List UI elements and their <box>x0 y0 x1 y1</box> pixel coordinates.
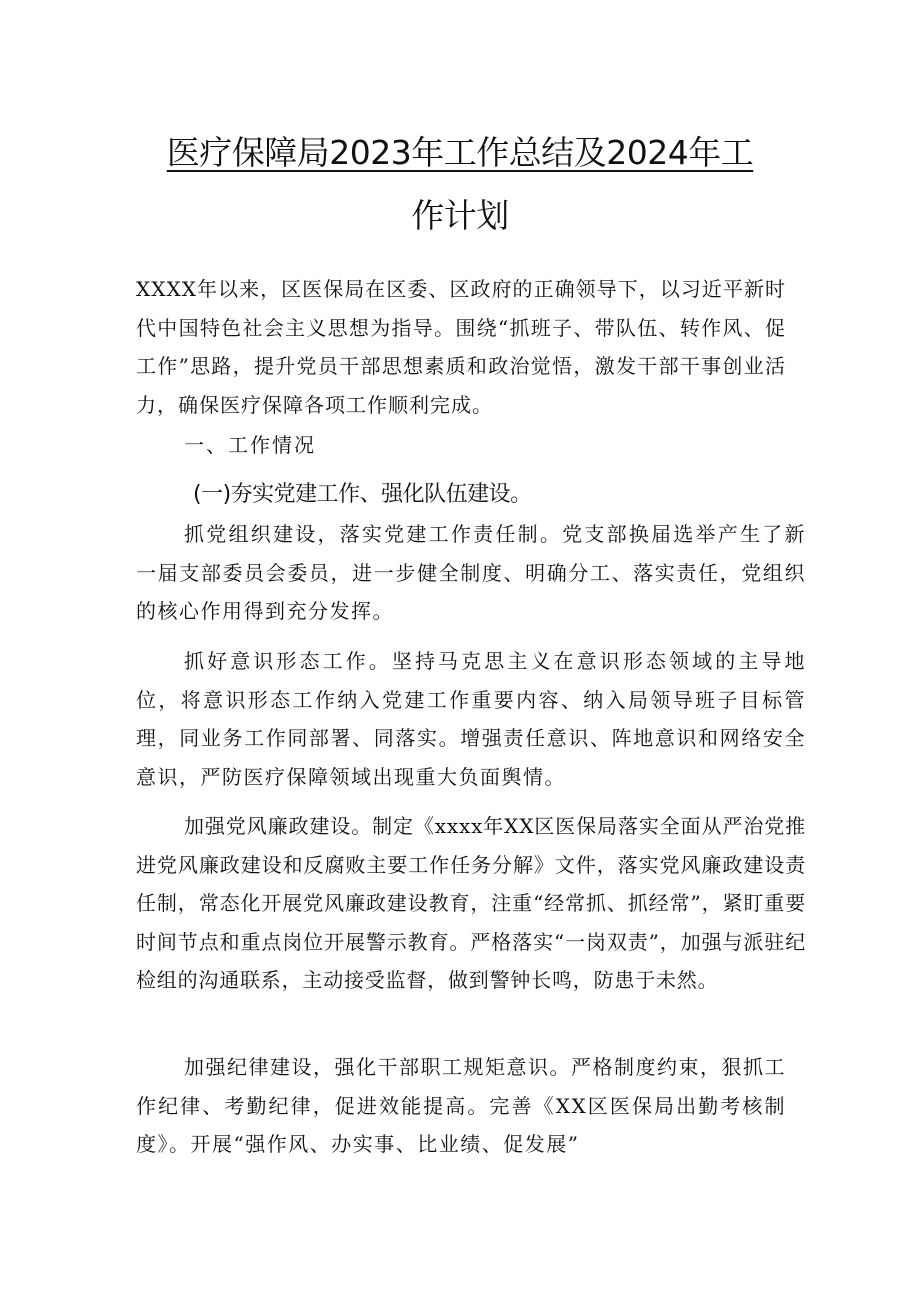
paragraph-discipline-building: 加强纪律建设，强化干部职工规矩意识。严格制度约束，狠抓工作纪律、考勤纪律，促进效能提高。完善《XX区医保局出勤考核制度》。开展“强作风、办实事、比业绩、促发展” <box>136 1055 786 1156</box>
paragraph-party-organization: 抓党组织建设，落实党建工作责任制。党支部换届选举产生了新一届支部委员会委员，进一步健全制度、明确分工、落实责任，党组织的核心作用得到充分发挥。 <box>136 522 806 623</box>
intro-paragraph: XXXX年以来，区医保局在区委、区政府的正确领导下，以习近平新时代中国特色社会主义思想为指导。围绕“抓班子、带队伍、转作风、促工作”思路，提升党员干部思想素质和政治觉悟，激发干部干事创业活力，确保医疗保障各项工作顺利完成。 <box>136 277 786 417</box>
paragraph-integrity-building: 加强党风廉政建设。制定《xxxx年XX区医保局落实全面从严治党推进党风廉政建设和反腐败主要工作任务分解》文件，落实党风廉政建设责任制，常态化开展党风廉政建设教育，注重“经常抓、抓经常”，紧盯重要时间节点和重点岗位开展警示教育。严格落实“一岗双责”，加强与派驻纪检组的沟通联系，主动接受监督，做到警钟长鸣，防患于未然。 <box>136 814 806 992</box>
section-heading: 一、工作情况 <box>184 433 316 457</box>
paragraph-ideology-work: 抓好意识形态工作。坚持马克思主义在意识形态领域的主导地位，将意识形态工作纳入党建工作重要内容、纳入局领导班子目标管理，同业务工作同部署、同落实。增强责任意识、阵地意识和网络安全意识，严防医疗保障领域出现重大负面舆情。 <box>136 649 806 789</box>
subsection-heading: (一)夯实党建工作、强化队伍建设。 <box>193 482 532 507</box>
document-title-line2: 作计划 <box>411 196 509 235</box>
document-title-line1: 医疗保障局2023年工作总结及2024年工 <box>166 133 754 172</box>
